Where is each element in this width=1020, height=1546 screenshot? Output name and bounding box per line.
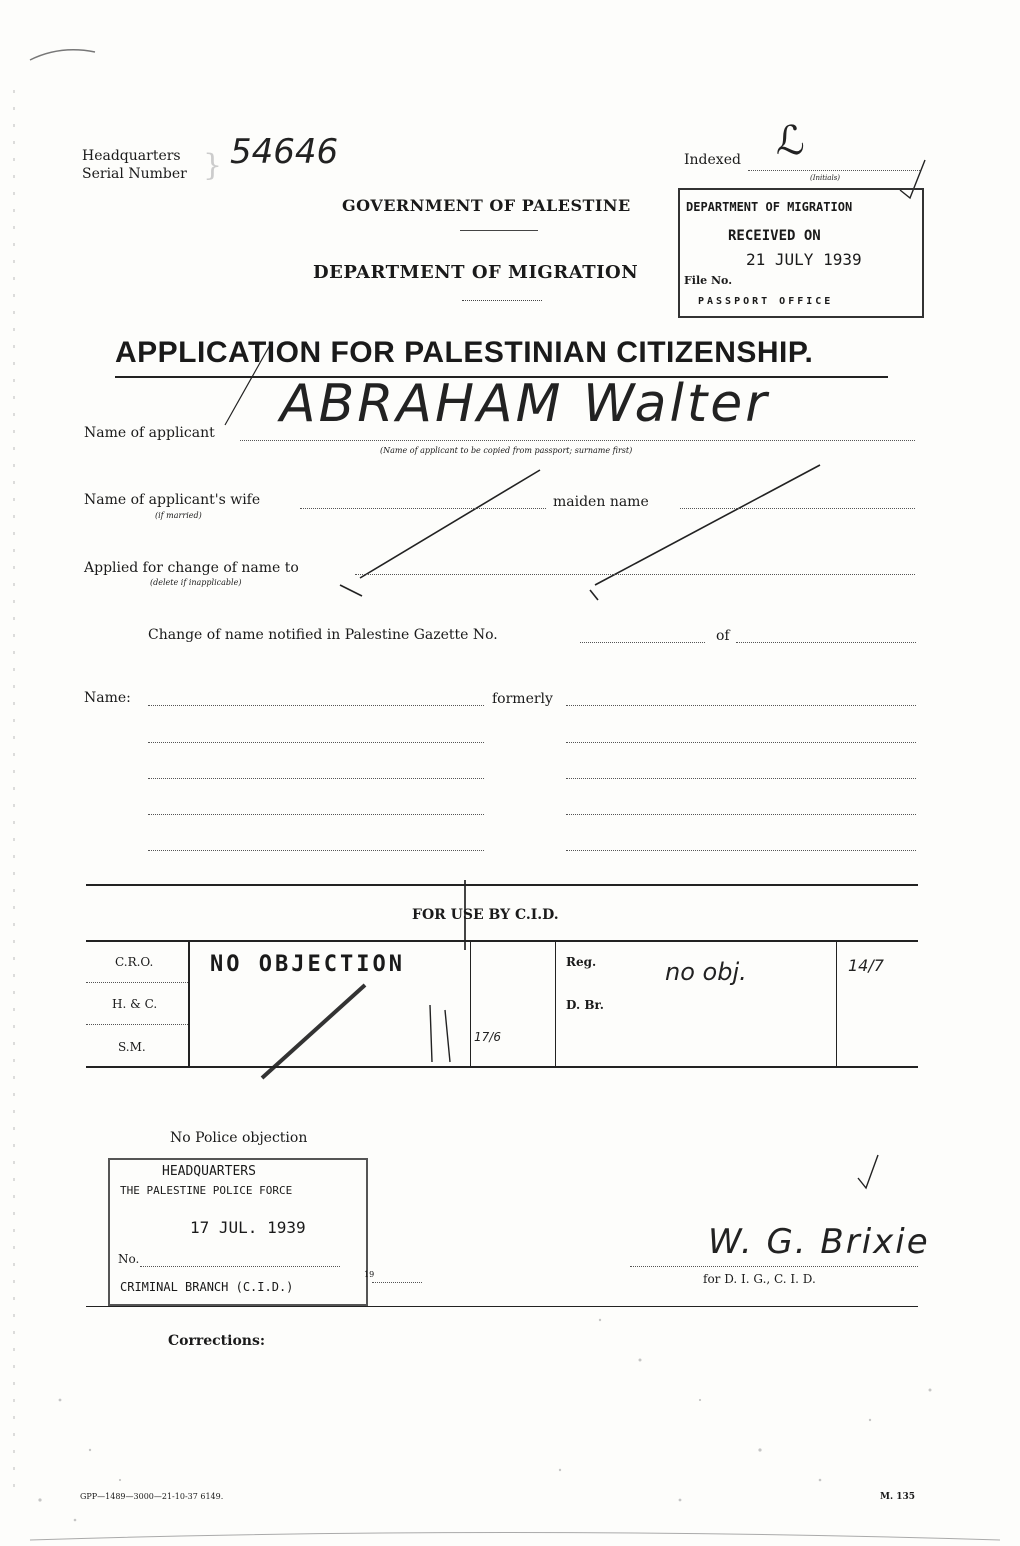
cid-initial-mark: 17/6 <box>474 1030 501 1044</box>
gazette-of-label: of <box>716 628 730 644</box>
police-stamp-hq: HEADQUARTERS <box>162 1164 256 1179</box>
name-line-2 <box>148 742 484 743</box>
formerly-label: formerly <box>492 691 553 707</box>
cid-row-divider-2 <box>86 1024 188 1025</box>
section-rule-1 <box>86 884 918 886</box>
wife-label: Name of applicant's wife <box>84 492 261 508</box>
signature-line <box>630 1266 918 1267</box>
cid-row-divider-1 <box>86 982 188 983</box>
cid-row-sm: S.M. <box>118 1040 146 1054</box>
name-label: Name: <box>84 690 131 706</box>
maiden-line <box>680 508 915 509</box>
diagonal-stamp-bar <box>262 985 365 1078</box>
formerly-line-5 <box>566 850 916 851</box>
formerly-line-4 <box>566 814 916 815</box>
police-stamp-year: 19 <box>364 1270 375 1279</box>
cid-table-bottom <box>86 1066 918 1068</box>
police-stamp-branch: CRIMINAL BRANCH (C.I.D.) <box>120 1280 294 1294</box>
initials-label: (Initials) <box>810 174 841 182</box>
applicant-label: Name of applicant <box>84 425 215 441</box>
cid-col-3 <box>555 940 556 1066</box>
change-note: (delete if inapplicable) <box>150 578 242 587</box>
name-line-4 <box>148 814 484 815</box>
cid-row-hc: H. & C. <box>112 997 158 1011</box>
heading-divider-2 <box>462 300 542 301</box>
name-line-3 <box>148 778 484 779</box>
hq-label-2: Serial Number <box>82 166 187 182</box>
strike-maiden-line <box>595 465 820 585</box>
gazette-label: Change of name notified in Palestine Gazette No. <box>148 627 498 643</box>
no-police-objection: No Police objection <box>170 1130 308 1146</box>
police-stamp-no: No. <box>118 1252 140 1266</box>
strike-wife-hook <box>340 585 362 596</box>
tick-mark-bottom <box>858 1155 878 1188</box>
wife-line <box>300 508 546 509</box>
formerly-line-2 <box>566 742 916 743</box>
date-mark: 14/7 <box>848 956 884 975</box>
government-heading: GOVERNMENT OF PALESTINE <box>342 196 631 215</box>
serial-number: 54646 <box>230 132 339 172</box>
brace-icon: } <box>203 148 223 183</box>
name-line-5 <box>148 850 484 851</box>
maiden-label: maiden name <box>553 494 649 510</box>
form-title: APPLICATION FOR PALESTINIAN CITIZENSHIP. <box>115 336 814 369</box>
d-br-label: D. Br. <box>566 998 604 1012</box>
heading-divider-1 <box>460 230 538 231</box>
indexed-initials: ℒ <box>776 118 805 164</box>
hq-label-1: Headquarters <box>82 148 181 164</box>
police-stamp <box>108 1158 368 1306</box>
indexed-label: Indexed <box>684 152 741 168</box>
applicant-note: (Name of applicant to be copied from passport; surname first) <box>380 446 633 455</box>
strike-wife-line <box>360 470 540 578</box>
cid-col-2 <box>470 940 471 1066</box>
cid-col-1 <box>188 940 190 1066</box>
change-label: Applied for change of name to <box>84 560 299 576</box>
signature: W. G. Brixie <box>708 1222 930 1262</box>
received-stamp-dept: DEPARTMENT OF MIGRATION <box>686 200 853 214</box>
scan-noise <box>38 1319 931 1521</box>
applicant-line <box>240 440 915 441</box>
applicant-value: ABRAHAM Walter <box>280 374 770 434</box>
change-line <box>355 574 915 575</box>
formerly-line-3 <box>566 778 916 779</box>
police-stamp-no-line <box>140 1266 340 1267</box>
section-rule-2 <box>86 1306 918 1307</box>
police-date-line <box>372 1282 422 1283</box>
cid-col-4 <box>836 940 837 1066</box>
cid-row-cro: C.R.O. <box>115 955 154 969</box>
gazette-date-line <box>736 642 916 643</box>
cid-table-top <box>86 940 918 942</box>
received-stamp <box>678 188 924 318</box>
cid-heading: FOR USE BY C.I.D. <box>412 907 559 923</box>
received-stamp-date: 21 JULY 1939 <box>746 250 862 269</box>
formerly-line-1 <box>566 705 916 706</box>
reg-value: no obj. <box>665 958 747 986</box>
printer-line: GPP—1489—3000—21-10-37 6149. <box>80 1492 224 1501</box>
indexed-line <box>748 170 920 171</box>
received-stamp-office: PASSPORT OFFICE <box>698 296 834 307</box>
received-stamp-file-no: File No. <box>684 274 733 287</box>
wife-note: (if married) <box>155 511 202 520</box>
reg-label: Reg. <box>566 955 597 969</box>
for-dig-cid: for D. I. G., C. I. D. <box>703 1272 816 1286</box>
police-stamp-date: 17 JUL. 1939 <box>190 1218 306 1237</box>
name-line-1 <box>148 705 484 706</box>
police-stamp-force: THE PALESTINE POLICE FORCE <box>120 1184 293 1197</box>
received-stamp-received: RECEIVED ON <box>728 228 821 244</box>
form-number: M. 135 <box>880 1492 916 1502</box>
gazette-no-line <box>580 642 705 643</box>
no-objection-stamp: NO OBJECTION <box>210 952 405 977</box>
corrections-label: Corrections: <box>168 1333 266 1349</box>
department-heading: DEPARTMENT OF MIGRATION <box>313 262 639 283</box>
